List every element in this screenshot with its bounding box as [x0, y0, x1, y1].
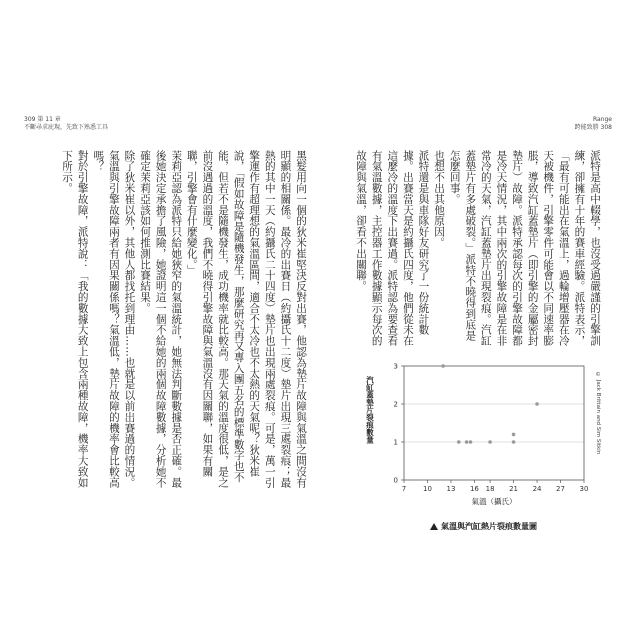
right-page: [320, 0, 640, 640]
data-point: [488, 440, 492, 444]
x-tick-label: 27: [556, 485, 565, 493]
x-tick-label: 10: [423, 485, 432, 493]
plot-frame: [404, 366, 584, 480]
left-paragraph-1: 黑髮用向一個的狄米崔堅決反對出賽，他認為墊片故障與氣溫之間沒有明顯的相關係。最冷的出賽日（約攝氏十二度）墊片出現三處裂痕；最熱的其中一天（約攝氏二十四度）墊片也出現兩處裂痕。可是，萬一引擎運作有超理想的氣溫區間，適合不太冷也不太熱的天氣呢？狄米崔說，「假如故障是隨機發生，那麼研究再又專入團五名的標準數字也不能，但若不是隨機發生，成功機率就比較高。那天氣的溫度很低，是之前沒遇過的溫度，我們不曉得引擎故障與氣溫沒有因關聯，如果有關聯，引擎會有什麼變化。」: [185, 150, 307, 488]
x-tick-label: 7: [401, 485, 407, 493]
data-point: [512, 433, 516, 437]
data-point: [441, 364, 445, 368]
right-paragraph-1: 派特是高中輟學，也沒受過嚴謹的引擎訓練，卻擁有十年的賽車經驗。派特表示，「最有可能出在氣溫上，過輪增壓器在冷天被機件，引擎零件可能會以不同速率膨脹，導致汽缸蓋墊片（即引擎的金屬密封墊片）故障。派特承認每次的引擎故障都是冷天情況，其中兩次的引擎故障是在非常冷的天氣，汽缸蓋墊片出現裂痕。汽缸蓋墊片有多處破裂。」派特不曉得到底是怎麼回事。: [448, 150, 601, 347]
chart-caption: [430, 521, 537, 532]
left-header-section-title: 不斷尋求庇現，先致下熟悉工具: [24, 124, 109, 131]
x-tick-label: 30: [579, 485, 589, 493]
x-tick-label: 13: [446, 485, 456, 493]
data-point: [465, 440, 469, 444]
x-tick-label: 18: [485, 485, 495, 493]
right-paragraph-2: 也想不出其他原因。: [433, 150, 446, 249]
temperature-crack-scatter-chart: [364, 358, 624, 508]
x-tick-label: 16: [469, 485, 479, 493]
chart-credit: © Jack Brittain and Sim Sitkin: [595, 372, 601, 455]
data-point: [512, 440, 516, 444]
y-tick-label: 2: [393, 400, 398, 409]
chart-caption-text: 氣溫與汽缸熱片裂痕數量圖: [441, 522, 537, 531]
data-point: [457, 440, 461, 444]
data-point: [469, 440, 473, 444]
data-point: [535, 402, 539, 406]
left-body-text: [28, 150, 308, 495]
x-tick-label: 21: [509, 485, 519, 493]
left-paragraph-3: 除了狄米崔以外，其他人都找托到理由……也就是以前出賽過的情況。氣溫與引擎故障兩者有因果關係嗎？氣溫低，墊片故障的機率會比較高嗎？: [92, 150, 136, 488]
left-paragraph-4: 對於引擎故障，派特說：「我的數據大致上包含兩種故障，機率大致如下所示。: [61, 150, 89, 488]
triangle-icon: [430, 523, 438, 530]
right-body-text: [334, 150, 602, 350]
right-header-page-number: 跨能致勝 308: [574, 124, 612, 131]
left-header-page-chapter: 309 第 11 章: [24, 116, 61, 123]
right-paragraph-3: 派特還是與車隊好友研究了一份統計數據。出賽當天是約攝氏四度，他們從未在這麼冷的溫度下出賽過。派特認為要查看有氣溫數據，主控器工作數據顯示每次的故障與氣溫，卻看不出關聯。: [355, 150, 430, 347]
y-tick-label: 1: [393, 438, 398, 447]
x-tick-label: 24: [532, 485, 542, 493]
y-axis-label: 汽缸蓋墊片裂痕數量: [365, 376, 375, 444]
right-header-book-title: Range: [592, 116, 612, 123]
left-paragraph-2: 茉莉亞認為派特只給她狹窄的氣溫統計，她無法判斷數據是否正確。最後她決定承擔了風險，她證明這一個不給她的兩個故障數據，分析她不確定茉莉亞該如何推測比賽結果。: [139, 150, 183, 488]
x-axis-label: 氣溫（攝氏）: [471, 497, 517, 506]
y-tick-label: 3: [393, 362, 398, 371]
y-tick-label: 0: [393, 476, 398, 485]
